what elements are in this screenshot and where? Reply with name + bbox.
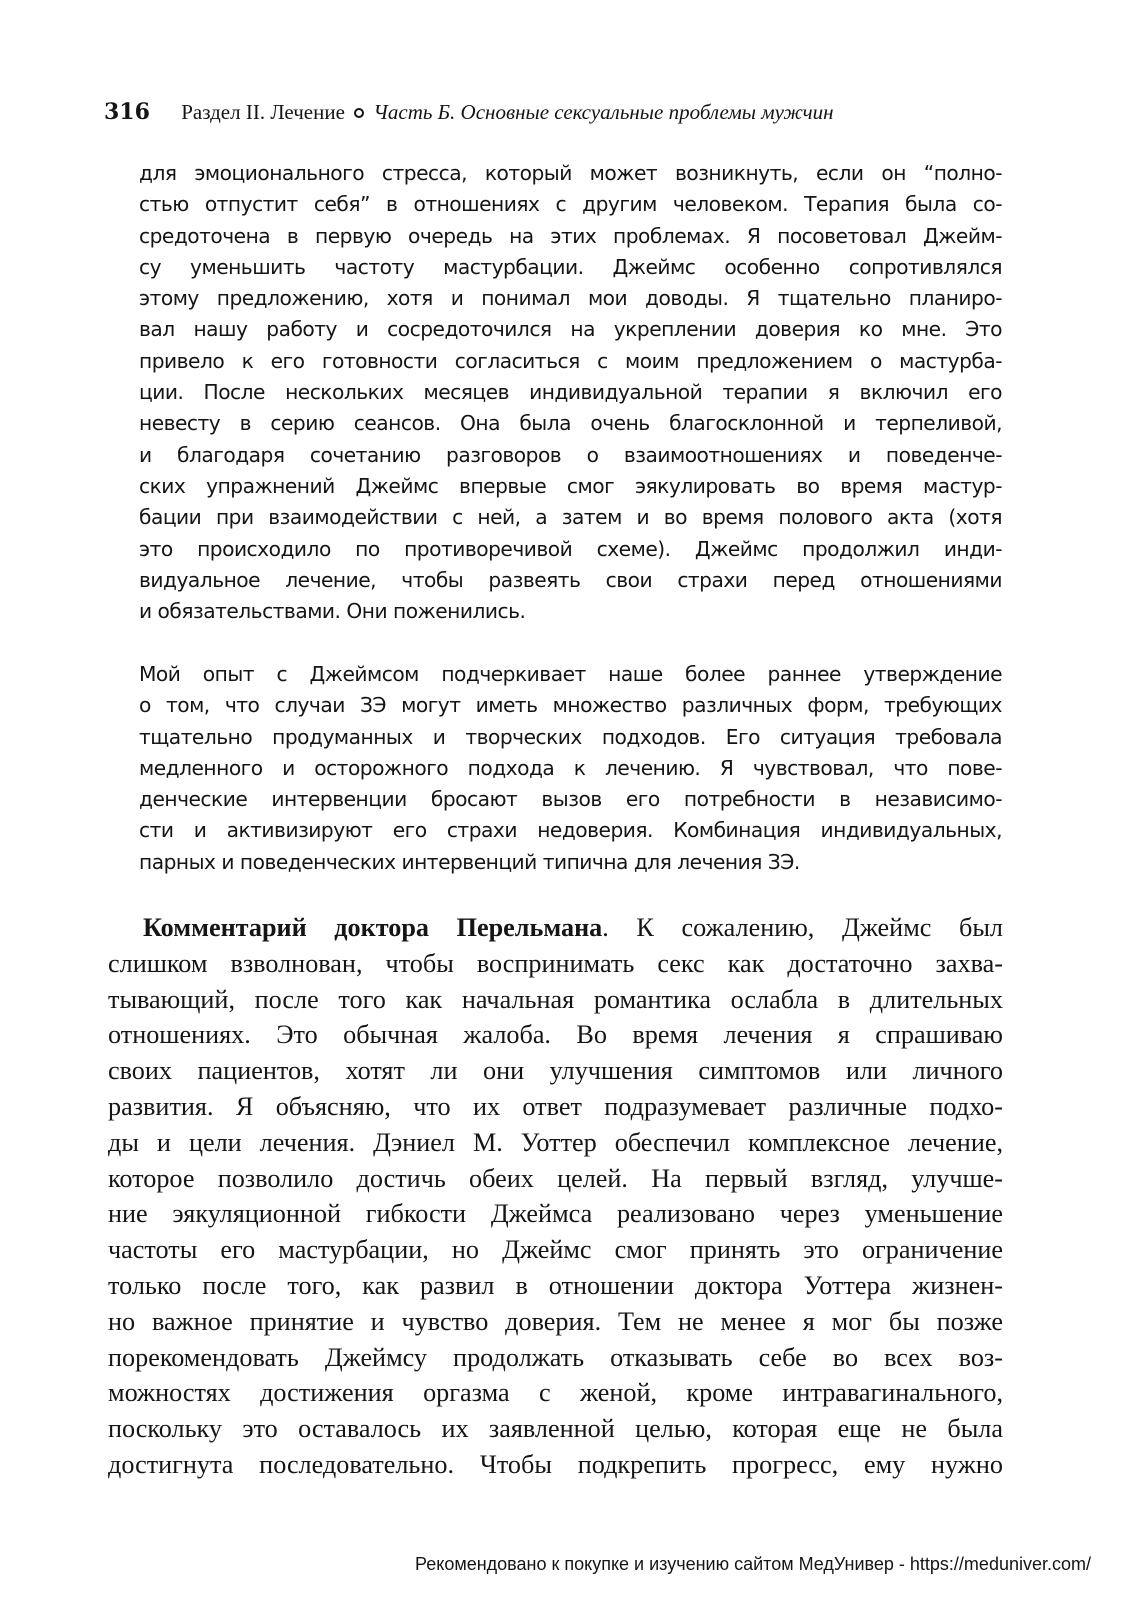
text-line: су уменьшить частоту мастурбации. Джеймс особенно сопротивлялся (139, 254, 1002, 279)
text-line: порекомендовать Джеймсу продолжать отказывать себе во всех воз- (108, 1342, 1003, 1372)
header-subsection: Часть Б. Основные сексуальные проблемы мужчин (373, 100, 834, 124)
commentary-first-line (108, 910, 1003, 946)
text-line: своих пациентов, хотят ли они улучшения симптомов или личного (108, 1056, 1003, 1086)
text-line: ды и цели лечения. Дэниел М. Уоттер обеспечил комплексное лечение, (108, 1127, 1003, 1157)
text-line: привело к его готовности согласиться с моим предложением о мастурба- (139, 348, 1002, 373)
text-line: о том, что случаи ЗЭ могут иметь множество различных форм, требующих (139, 693, 1002, 718)
text-line: частоты его мастурбации, но Джеймс смог принять это ограничение (108, 1235, 1003, 1265)
text-line: достигнута последовательно. Чтобы подкрепить прогресс, ему нужно (108, 1449, 1003, 1479)
text-line: медленного и осторожного подхода к лечению. Я чувствовал, что пове- (139, 755, 1002, 780)
footer-watermark-text: Рекомендовано к покупке и изучению сайтом МедУнивер - https://meduniver.com/ (415, 1554, 1091, 1574)
text-line: ции. После нескольких месяцев индивидуальной терапии я включил его (139, 380, 1002, 405)
case-paragraph-1 (139, 158, 1002, 627)
header-section: Раздел II. Лечение (181, 100, 345, 124)
text-line: невесту в серию сеансов. Она была очень благосклонной и терпеливой, (139, 411, 1002, 436)
running-header (104, 99, 1004, 135)
commentary-heading: Комментарий доктора Перельмана (143, 913, 603, 942)
text-line: но важное принятие и чувство доверия. Тем не менее я мог бы позже (108, 1306, 1003, 1336)
text-line: тщательно продуманных и творческих подходов. Его ситуация требовала (139, 724, 1002, 749)
text-line: можностях достижения оргазма с женой, кроме интравагинального, (108, 1378, 1003, 1408)
text-line: ние эякуляционной гибкости Джеймса реализовано через уменьшение (108, 1199, 1003, 1229)
text-line: поскольку это оставалось их заявленной целью, которая еще не была (108, 1414, 1003, 1444)
text-line: тывающий, после того как начальная романтика ослабла в длительных (108, 984, 1003, 1014)
text-line: развития. Я объясняю, что их ответ подразумевает различные подхо- (108, 1091, 1003, 1121)
text-line: Мой опыт с Джеймсом подчеркивает наше более раннее утверждение (139, 662, 1002, 686)
text-line: и обязательствами. Они поженились. (139, 599, 526, 624)
text-line: отношениях. Это обычная жалоба. Во время лечения я спрашиваю (108, 1020, 1003, 1050)
text-line: вал нашу работу и сосредоточился на укреплении доверия ко мне. Это (139, 317, 1002, 342)
text-line: денческие интервенции бросают вызов его потребности в независимо- (139, 787, 1002, 812)
text-line: слишком взволнован, чтобы воспринимать секс как достаточно захва- (108, 948, 1003, 978)
commentary-lead-text: . К сожалению, Джеймс был (602, 913, 1003, 942)
text-line: бации при взаимодействии с ней, а затем и во время полового акта (хотя (139, 505, 1002, 530)
text-line: этому предложению, хотя и понимал мои доводы. Я тщательно планиро- (139, 286, 1002, 311)
text-line: средоточена в первую очередь на этих проблемах. Я посоветовал Джейм- (139, 223, 1002, 248)
page-number: 316 (104, 99, 150, 125)
text-line: только после того, как развил в отношении доктора Уоттера жизнен- (108, 1270, 1003, 1300)
text-line: стью отпустит себя” в отношениях с другим человеком. Терапия была со- (139, 192, 1002, 217)
text-line: которое позволило достичь обеих целей. На первый взгляд, улучше- (108, 1163, 1003, 1193)
text-line: это происходило по противоречивой схеме). Джеймс продолжил инди- (139, 536, 1002, 561)
text-line: ских упражнений Джеймс впервые смог эякулировать во время мастур- (139, 473, 1002, 498)
text-line: видуальное лечение, чтобы развеять свои страхи перед отношениями (139, 567, 1002, 592)
commentary-paragraph (108, 910, 1003, 1483)
text-line: сти и активизируют его страхи недоверия. Комбинация индивидуальных, (139, 818, 1002, 843)
text-line: и благодаря сочетанию разговоров о взаимоотношениях и поведенче- (139, 442, 1002, 467)
bullet-separator (354, 108, 364, 118)
text-line: для эмоционального стресса, который может возникнуть, если он “полно- (139, 161, 1002, 185)
case-paragraph-2 (139, 659, 1002, 878)
text-line: парных и поведенческих интервенций типична для лечения ЗЭ. (139, 849, 800, 874)
